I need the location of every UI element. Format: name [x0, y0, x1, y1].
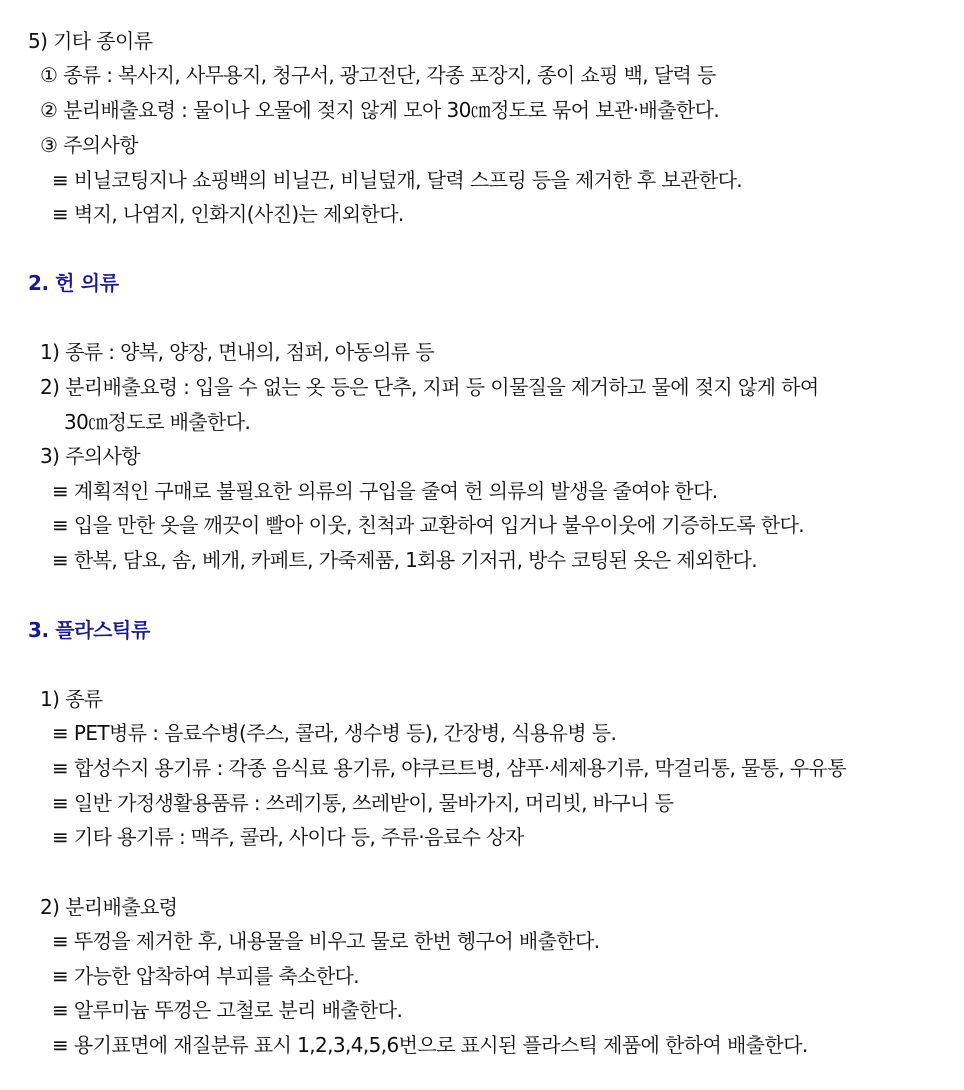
plastic-type-item: ≡ 기타 용기류 : 맥주, 콜라, 사이다 등, 주류·음료수 상자 — [52, 825, 524, 849]
paper-caution-item: ≡ 벽지, 나염지, 인화지(사진)는 제외한다. — [52, 202, 404, 226]
plastic-method-title: 2) 분리배출요령 — [40, 895, 178, 919]
clothes-caution-item: ≡ 계획적인 구매로 불필요한 의류의 구입을 줄여 헌 의류의 발생을 줄여야 한다. — [52, 479, 718, 503]
plastic-type-item: ≡ 일반 가정생활용품류 : 쓰레기통, 쓰레받이, 물바가지, 머리빗, 바구니 등 — [52, 791, 674, 815]
paper-types: ① 종류 : 복사지, 사무용지, 청구서, 광고전단, 각종 포장지, 종이 쇼핑 백, 달력 등 — [40, 63, 716, 87]
clothes-method: 2) 분리배출요령 : 입을 수 없는 옷 등은 단추, 지퍼 등 이물질을 제거하고 물에 젖지 않게 하여 — [40, 375, 819, 399]
paper-caution-title: ③ 주의사항 — [40, 133, 138, 157]
plastic-type-item: ≡ 합성수지 용기류 : 각종 음식료 용기류, 야쿠르트병, 샴푸·세제용기류, 막걸리통, 물통, 우유통 — [52, 756, 847, 780]
plastic-types-title: 1) 종류 — [40, 687, 103, 711]
paper-caution-item: ≡ 비닐코팅지나 쇼핑백의 비닐끈, 비닐덮개, 달력 스프링 등을 제거한 후 보관한다. — [52, 168, 743, 192]
plastic-type-item: ≡ PET병류 : 음료수병(주스, 콜라, 생수병 등), 간장병, 식용유병 등. — [52, 721, 617, 745]
clothes-caution-item: ≡ 입을 만한 옷을 깨끗이 빨아 이웃, 친척과 교환하여 입거나 불우이웃에 기증하도록 한다. — [52, 513, 804, 537]
paper-section-title: 5) 기타 종이류 — [28, 29, 153, 53]
plastic-method-item: ≡ 알루미늄 뚜껑은 고철로 분리 배출한다. — [52, 998, 403, 1022]
clothes-types: 1) 종류 : 양복, 양장, 면내의, 점퍼, 아동의류 등 — [40, 340, 435, 364]
clothes-caution-item: ≡ 한복, 담요, 솜, 베개, 카페트, 가죽제품, 1회용 기저귀, 방수 코팅된 옷은 제외한다. — [52, 548, 758, 572]
paper-method: ② 분리배출요령 : 물이나 오물에 젖지 않게 모아 30㎝정도로 묶어 보관·배출한다. — [40, 98, 720, 122]
plastic-method-item: ≡ 용기표면에 재질분류 표시 1,2,3,4,5,6번으로 표시된 플라스틱 제품에 한하여 배출한다. — [52, 1033, 808, 1057]
plastic-method-item: ≡ 가능한 압착하여 부피를 축소한다. — [52, 964, 360, 988]
clothes-caution-title: 3) 주의사항 — [40, 444, 140, 468]
clothes-heading: 2. 헌 의류 — [28, 271, 119, 295]
plastic-heading: 3. 플라스틱류 — [28, 618, 150, 642]
plastic-method-item: ≡ 뚜껑을 제거한 후, 내용물을 비우고 물로 한번 헹구어 배출한다. — [52, 929, 600, 953]
clothes-method-continued: 30㎝정도로 배출한다. — [64, 410, 251, 434]
